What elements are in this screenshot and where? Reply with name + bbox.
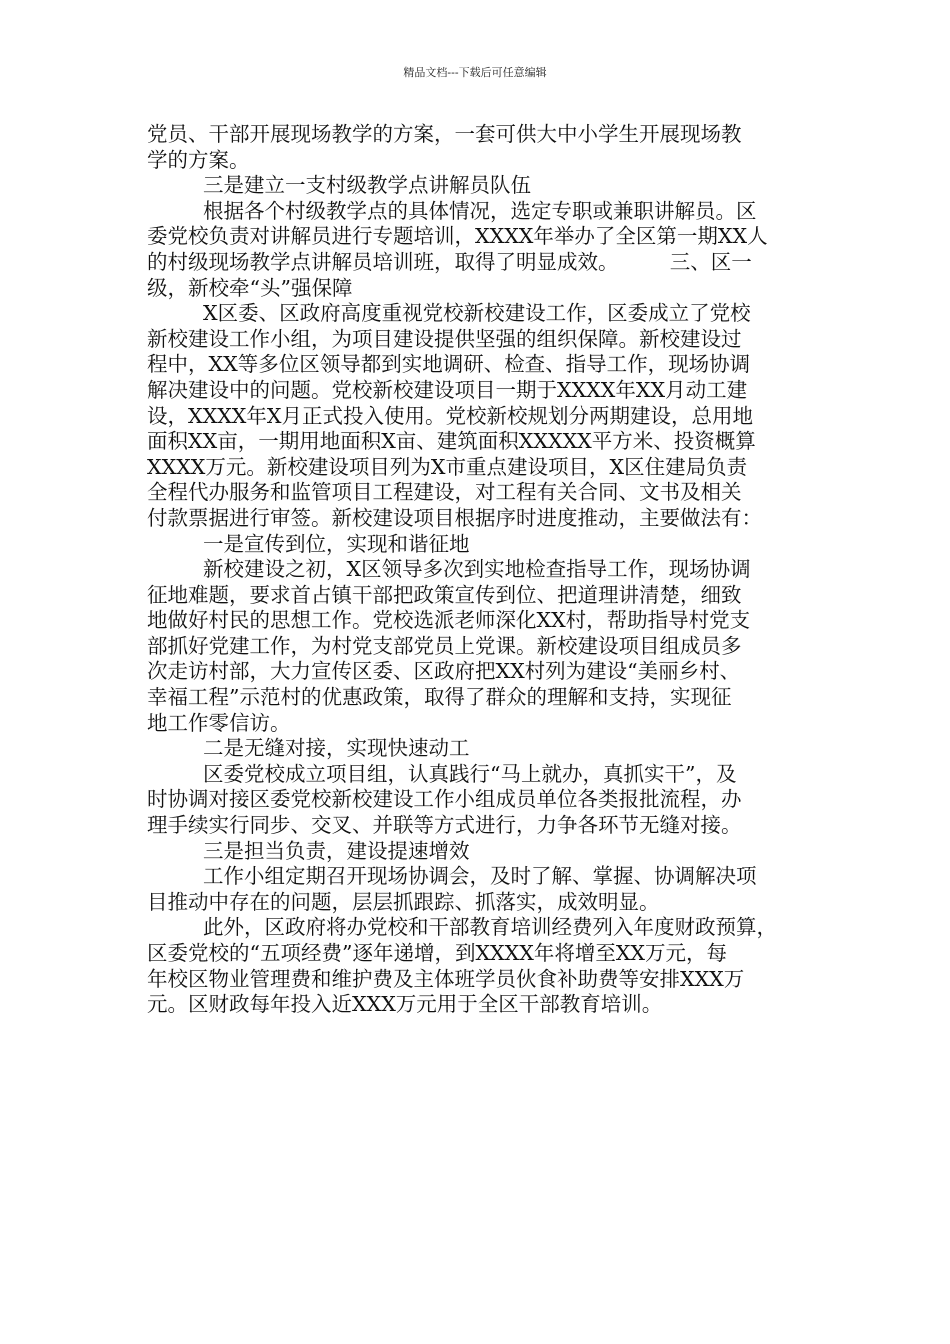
text-line: 区委党校的“五项经费”逐年递增，到XXXX年将增至XX万元，每	[147, 941, 728, 965]
text-line: 解决建设中的问题。党校新校建设项目一期于XXXX年XX月动工建	[147, 377, 748, 402]
text-line: 征地难题，要求首占镇干部把政策宣传到位、把道理讲清楚，细致	[147, 582, 742, 607]
text-line: 程中，XX等多位区领导都到实地调研、检查、指导工作，现场协调	[147, 352, 751, 377]
text-line: 此外，区政府将办党校和干部教育培训经费列入年度财政预算，	[203, 915, 777, 940]
text-line: 二是无缝对接，实现快速动工	[203, 736, 470, 761]
text-line: 三是担当负责，建设提速增效	[203, 838, 470, 863]
text-line: 级，新校牵“头”强保障	[147, 275, 353, 300]
text-line: XXXX万元。新校建设项目列为X市重点建设项目，X区住建局负责	[147, 454, 748, 479]
document-body	[147, 122, 827, 1018]
text-line: 全程代办服务和监管项目工程建设，对工程有关合同、文书及相关	[147, 480, 742, 505]
text-line: 委党校负责对讲解员进行专题培训，XXXX年举办了全区第一期XX人	[147, 224, 768, 249]
text-line: 目推动中存在的问题，层层抓跟踪、抓落实，成效明显。	[147, 889, 660, 914]
text-line: 理手续实行同步、交叉、并联等方式进行，力争各环节无缝对接。	[147, 813, 742, 838]
text-line: 工作小组定期召开现场协调会，及时了解、掌握、协调解决项	[203, 864, 757, 889]
text-line: 新校建设之初，X区领导多次到实地检查指导工作，现场协调	[203, 557, 751, 582]
text-line: 幸福工程”示范村的优惠政策，取得了群众的理解和支持，实现征	[147, 685, 732, 710]
text-line: 新校建设工作小组，为项目建设提供坚强的组织保障。新校建设过	[147, 326, 742, 351]
text-line: X区委、区政府高度重视党校新校建设工作，区委成立了党校	[203, 301, 751, 326]
page-header: 精品文档---下载后可任意编辑	[403, 66, 547, 79]
text-line: 学的方案。	[147, 147, 250, 172]
text-line: 付款票据进行审签。新校建设项目根据序时进度推动，主要做法有：	[147, 505, 762, 530]
text-line: 设，XXXX年X月正式投入使用。党校新校规划分两期建设，总用地	[147, 403, 753, 428]
text-line: 元。区财政每年投入近XXX万元用于全区干部教育培训。	[147, 992, 663, 1017]
text-line: 的村级现场教学点讲解员培训班，取得了明显成效。 三、区一	[147, 249, 752, 274]
text-line: 根据各个村级教学点的具体情况，选定专职或兼职讲解员。区	[203, 198, 757, 223]
text-line: 三是建立一支村级教学点讲解员队伍	[203, 173, 531, 198]
text-line: 时协调对接区委党校新校建设工作小组成员单位各类报批流程，办	[147, 787, 742, 812]
text-line: 党员、干部开展现场教学的方案，一套可供大中小学生开展现场教	[147, 122, 742, 146]
text-line: 一是宣传到位，实现和谐征地	[203, 531, 470, 556]
text-line: 年校区物业管理费和维护费及主体班学员伙食补助费等安排XXX万	[147, 966, 745, 991]
text-line: 地工作零信访。	[147, 710, 291, 735]
text-line: 次走访村部，大力宣传区委、区政府把XX村列为建设“美丽乡村、	[147, 659, 741, 684]
text-line: 地做好村民的思想工作。党校选派老师深化XX村，帮助指导村党支	[147, 608, 751, 633]
text-line: 部抓好党建工作，为村党支部党员上党课。新校建设项目组成员多	[147, 633, 742, 658]
text-line: 面积XX亩，一期用地面积X亩、建筑面积XXXXX平方米、投资概算	[147, 429, 756, 454]
text-line: 区委党校成立项目组，认真践行“马上就办，真抓实干”，及	[203, 761, 737, 786]
